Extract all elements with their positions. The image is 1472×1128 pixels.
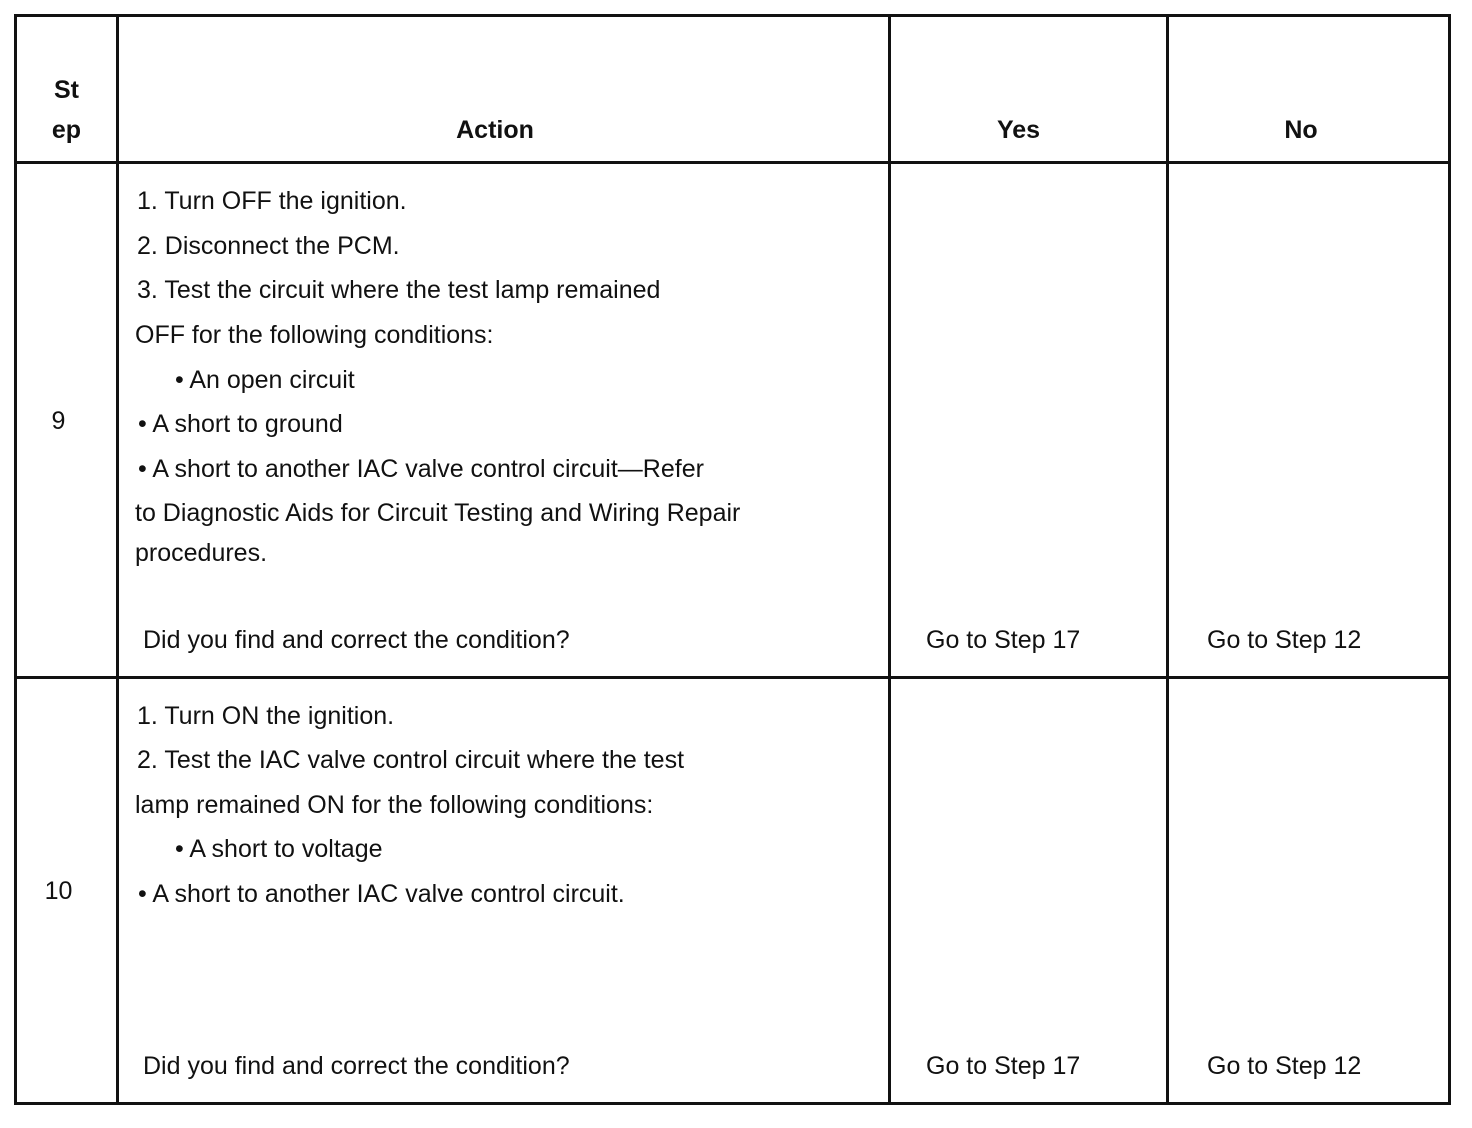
action-line: • A short to voltage <box>175 835 383 863</box>
action-line: 2. Test the IAC valve control circuit where the test <box>137 746 685 774</box>
header-action: Action <box>456 116 534 144</box>
action-line: • A short to another IAC valve control circuit—Refer <box>138 455 704 483</box>
step-number: 10 <box>44 877 73 905</box>
action-line: lamp remained ON for the following conditions: <box>135 791 654 819</box>
yes-outcome: Go to Step 17 <box>926 1052 1081 1080</box>
step-number: 9 <box>51 407 66 435</box>
action-line: procedures. <box>135 539 268 567</box>
table-border-bottom <box>14 1102 1451 1105</box>
column-divider-step <box>116 14 119 1105</box>
action-line: OFF for the following conditions: <box>135 321 494 349</box>
action-line: • An open circuit <box>175 366 355 394</box>
action-line: 2. Disconnect the PCM. <box>137 232 400 260</box>
action-line: 3. Test the circuit where the test lamp remained <box>137 276 661 304</box>
row-divider <box>14 676 1451 679</box>
question-text: Did you find and correct the condition? <box>143 626 570 654</box>
diagnostic-table <box>14 14 1451 1105</box>
header-yes: Yes <box>996 116 1041 144</box>
question-text: Did you find and correct the condition? <box>143 1052 570 1080</box>
action-line: • A short to another IAC valve control circuit. <box>138 880 625 908</box>
header-step-line2: ep <box>51 116 82 144</box>
header-divider <box>14 161 1451 164</box>
table-border-top <box>14 14 1451 17</box>
table-border-left <box>14 14 17 1105</box>
column-divider-action <box>888 14 891 1105</box>
table-border-right <box>1448 14 1451 1105</box>
action-line: • A short to ground <box>138 410 343 438</box>
no-outcome: Go to Step 12 <box>1207 626 1362 654</box>
yes-outcome: Go to Step 17 <box>926 626 1081 654</box>
action-line: 1. Turn ON the ignition. <box>137 702 395 730</box>
no-outcome: Go to Step 12 <box>1207 1052 1362 1080</box>
column-divider-yes <box>1166 14 1169 1105</box>
header-step-line1: St <box>54 76 79 104</box>
header-no: No <box>1284 116 1318 144</box>
action-line: to Diagnostic Aids for Circuit Testing and Wiring Repair <box>135 499 741 527</box>
action-line: 1. Turn OFF the ignition. <box>137 187 407 215</box>
